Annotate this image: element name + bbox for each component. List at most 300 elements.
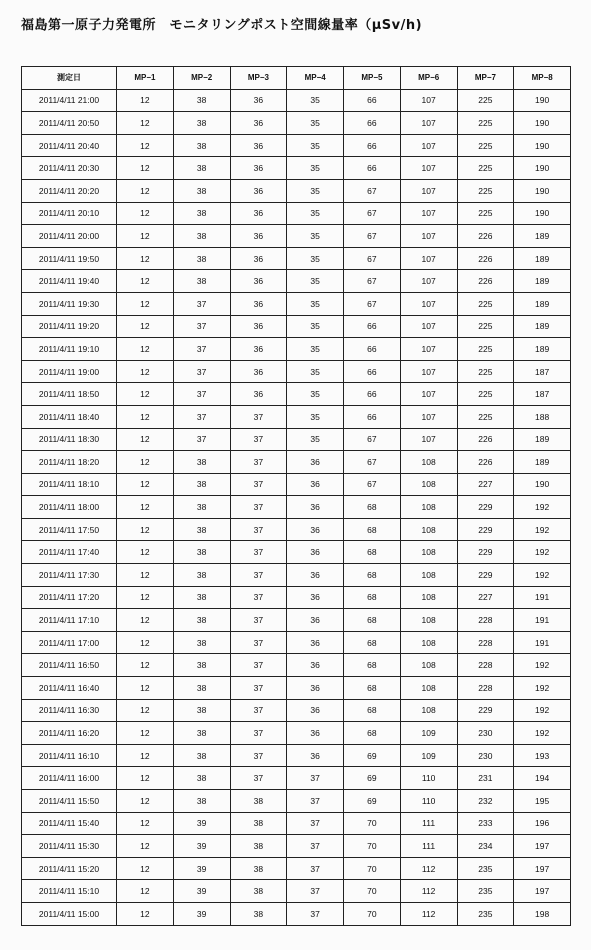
cell-dose-rate: 225	[457, 405, 514, 428]
cell-dose-rate: 225	[457, 157, 514, 180]
cell-dose-rate: 12	[117, 496, 174, 519]
monitoring-table	[21, 66, 571, 926]
cell-datetime: 2011/4/11 19:00	[22, 360, 117, 383]
cell-dose-rate: 226	[457, 428, 514, 451]
cell-dose-rate: 37	[287, 880, 344, 903]
cell-datetime: 2011/4/11 16:00	[22, 767, 117, 790]
cell-dose-rate: 38	[173, 518, 230, 541]
cell-dose-rate: 38	[230, 857, 287, 880]
table-row	[22, 247, 571, 270]
table-row	[22, 790, 571, 813]
cell-dose-rate: 38	[173, 496, 230, 519]
cell-dose-rate: 235	[457, 857, 514, 880]
cell-dose-rate: 39	[173, 857, 230, 880]
cell-dose-rate: 107	[400, 202, 457, 225]
cell-dose-rate: 38	[230, 880, 287, 903]
cell-dose-rate: 67	[344, 473, 401, 496]
cell-dose-rate: 36	[230, 315, 287, 338]
cell-dose-rate: 228	[457, 654, 514, 677]
cell-dose-rate: 225	[457, 134, 514, 157]
cell-dose-rate: 37	[173, 360, 230, 383]
cell-dose-rate: 107	[400, 112, 457, 135]
cell-dose-rate: 229	[457, 699, 514, 722]
cell-datetime: 2011/4/11 15:00	[22, 902, 117, 925]
cell-dose-rate: 107	[400, 383, 457, 406]
table-row	[22, 292, 571, 315]
cell-dose-rate: 35	[287, 247, 344, 270]
cell-dose-rate: 35	[287, 383, 344, 406]
cell-dose-rate: 37	[230, 654, 287, 677]
cell-dose-rate: 38	[173, 564, 230, 587]
cell-dose-rate: 37	[230, 405, 287, 428]
cell-dose-rate: 12	[117, 857, 174, 880]
cell-dose-rate: 108	[400, 631, 457, 654]
table-body	[22, 89, 571, 925]
cell-dose-rate: 12	[117, 699, 174, 722]
cell-dose-rate: 108	[400, 564, 457, 587]
cell-dose-rate: 194	[514, 767, 571, 790]
cell-dose-rate: 38	[173, 225, 230, 248]
cell-dose-rate: 67	[344, 202, 401, 225]
cell-dose-rate: 68	[344, 677, 401, 700]
table-row	[22, 360, 571, 383]
cell-dose-rate: 38	[173, 473, 230, 496]
table-row	[22, 609, 571, 632]
cell-dose-rate: 12	[117, 722, 174, 745]
cell-dose-rate: 67	[344, 451, 401, 474]
cell-dose-rate: 196	[514, 812, 571, 835]
cell-dose-rate: 38	[173, 654, 230, 677]
cell-datetime: 2011/4/11 15:30	[22, 835, 117, 858]
cell-dose-rate: 197	[514, 835, 571, 858]
table-row	[22, 496, 571, 519]
cell-dose-rate: 36	[287, 631, 344, 654]
cell-dose-rate: 232	[457, 790, 514, 813]
table-row	[22, 631, 571, 654]
cell-datetime: 2011/4/11 18:20	[22, 451, 117, 474]
cell-dose-rate: 197	[514, 857, 571, 880]
cell-dose-rate: 35	[287, 225, 344, 248]
column-header-mp: MP−6	[400, 67, 457, 90]
cell-datetime: 2011/4/11 16:40	[22, 677, 117, 700]
cell-dose-rate: 37	[230, 451, 287, 474]
cell-datetime: 2011/4/11 17:20	[22, 586, 117, 609]
cell-datetime: 2011/4/11 16:50	[22, 654, 117, 677]
cell-dose-rate: 38	[173, 767, 230, 790]
cell-dose-rate: 12	[117, 292, 174, 315]
cell-dose-rate: 37	[287, 902, 344, 925]
table-row	[22, 405, 571, 428]
cell-dose-rate: 12	[117, 767, 174, 790]
cell-dose-rate: 108	[400, 699, 457, 722]
cell-dose-rate: 111	[400, 835, 457, 858]
cell-dose-rate: 230	[457, 722, 514, 745]
cell-dose-rate: 12	[117, 179, 174, 202]
cell-dose-rate: 36	[230, 270, 287, 293]
cell-dose-rate: 69	[344, 767, 401, 790]
cell-dose-rate: 108	[400, 451, 457, 474]
cell-dose-rate: 234	[457, 835, 514, 858]
cell-dose-rate: 12	[117, 586, 174, 609]
cell-dose-rate: 37	[287, 857, 344, 880]
cell-dose-rate: 38	[230, 790, 287, 813]
cell-dose-rate: 36	[230, 292, 287, 315]
cell-dose-rate: 35	[287, 360, 344, 383]
cell-dose-rate: 37	[230, 722, 287, 745]
cell-dose-rate: 35	[287, 134, 344, 157]
cell-dose-rate: 36	[287, 722, 344, 745]
cell-datetime: 2011/4/11 18:00	[22, 496, 117, 519]
cell-dose-rate: 38	[230, 902, 287, 925]
cell-dose-rate: 191	[514, 631, 571, 654]
cell-dose-rate: 191	[514, 609, 571, 632]
cell-dose-rate: 37	[230, 496, 287, 519]
cell-dose-rate: 190	[514, 134, 571, 157]
cell-dose-rate: 231	[457, 767, 514, 790]
cell-dose-rate: 36	[230, 89, 287, 112]
cell-dose-rate: 35	[287, 89, 344, 112]
cell-dose-rate: 225	[457, 338, 514, 361]
cell-dose-rate: 67	[344, 179, 401, 202]
cell-dose-rate: 37	[230, 586, 287, 609]
cell-datetime: 2011/4/11 15:10	[22, 880, 117, 903]
cell-dose-rate: 190	[514, 89, 571, 112]
table-row	[22, 518, 571, 541]
cell-dose-rate: 39	[173, 880, 230, 903]
column-header-mp: MP−8	[514, 67, 571, 90]
cell-dose-rate: 107	[400, 247, 457, 270]
cell-dose-rate: 37	[230, 518, 287, 541]
cell-dose-rate: 68	[344, 609, 401, 632]
cell-dose-rate: 12	[117, 677, 174, 700]
cell-dose-rate: 107	[400, 315, 457, 338]
cell-dose-rate: 35	[287, 315, 344, 338]
cell-datetime: 2011/4/11 20:20	[22, 179, 117, 202]
cell-dose-rate: 35	[287, 179, 344, 202]
cell-dose-rate: 225	[457, 112, 514, 135]
table-row	[22, 699, 571, 722]
table-row	[22, 179, 571, 202]
table-row	[22, 857, 571, 880]
cell-dose-rate: 107	[400, 89, 457, 112]
cell-dose-rate: 37	[230, 564, 287, 587]
table-row	[22, 428, 571, 451]
cell-dose-rate: 36	[230, 383, 287, 406]
table-row	[22, 586, 571, 609]
cell-dose-rate: 108	[400, 473, 457, 496]
cell-dose-rate: 37	[287, 767, 344, 790]
cell-dose-rate: 12	[117, 744, 174, 767]
cell-dose-rate: 39	[173, 835, 230, 858]
cell-datetime: 2011/4/11 16:20	[22, 722, 117, 745]
cell-dose-rate: 189	[514, 225, 571, 248]
cell-dose-rate: 37	[287, 835, 344, 858]
cell-datetime: 2011/4/11 20:30	[22, 157, 117, 180]
cell-dose-rate: 37	[230, 744, 287, 767]
cell-dose-rate: 36	[287, 654, 344, 677]
cell-dose-rate: 37	[173, 383, 230, 406]
cell-dose-rate: 225	[457, 315, 514, 338]
cell-dose-rate: 36	[287, 744, 344, 767]
cell-dose-rate: 109	[400, 744, 457, 767]
cell-datetime: 2011/4/11 19:20	[22, 315, 117, 338]
cell-dose-rate: 192	[514, 564, 571, 587]
cell-dose-rate: 12	[117, 315, 174, 338]
cell-dose-rate: 189	[514, 451, 571, 474]
cell-datetime: 2011/4/11 15:40	[22, 812, 117, 835]
cell-datetime: 2011/4/11 17:10	[22, 609, 117, 632]
table-row	[22, 225, 571, 248]
cell-dose-rate: 225	[457, 292, 514, 315]
cell-dose-rate: 36	[230, 157, 287, 180]
cell-datetime: 2011/4/11 19:10	[22, 338, 117, 361]
cell-dose-rate: 190	[514, 112, 571, 135]
cell-dose-rate: 12	[117, 247, 174, 270]
cell-datetime: 2011/4/11 17:00	[22, 631, 117, 654]
cell-dose-rate: 68	[344, 586, 401, 609]
cell-dose-rate: 68	[344, 654, 401, 677]
cell-dose-rate: 225	[457, 179, 514, 202]
cell-dose-rate: 108	[400, 541, 457, 564]
cell-dose-rate: 38	[173, 677, 230, 700]
cell-dose-rate: 37	[173, 338, 230, 361]
table-row	[22, 902, 571, 925]
cell-dose-rate: 188	[514, 405, 571, 428]
cell-dose-rate: 38	[173, 247, 230, 270]
cell-dose-rate: 67	[344, 225, 401, 248]
cell-dose-rate: 36	[230, 179, 287, 202]
cell-dose-rate: 108	[400, 586, 457, 609]
cell-dose-rate: 36	[230, 134, 287, 157]
cell-dose-rate: 38	[173, 699, 230, 722]
cell-dose-rate: 38	[173, 134, 230, 157]
cell-datetime: 2011/4/11 16:30	[22, 699, 117, 722]
cell-dose-rate: 197	[514, 880, 571, 903]
cell-dose-rate: 187	[514, 360, 571, 383]
cell-dose-rate: 37	[173, 292, 230, 315]
cell-dose-rate: 193	[514, 744, 571, 767]
cell-dose-rate: 35	[287, 292, 344, 315]
cell-dose-rate: 229	[457, 541, 514, 564]
cell-datetime: 2011/4/11 18:10	[22, 473, 117, 496]
cell-dose-rate: 229	[457, 564, 514, 587]
cell-dose-rate: 35	[287, 338, 344, 361]
cell-datetime: 2011/4/11 20:10	[22, 202, 117, 225]
cell-dose-rate: 12	[117, 631, 174, 654]
cell-dose-rate: 70	[344, 812, 401, 835]
cell-dose-rate: 66	[344, 134, 401, 157]
cell-dose-rate: 36	[287, 496, 344, 519]
cell-dose-rate: 38	[173, 270, 230, 293]
cell-dose-rate: 192	[514, 518, 571, 541]
cell-dose-rate: 12	[117, 835, 174, 858]
cell-dose-rate: 12	[117, 790, 174, 813]
table-row	[22, 654, 571, 677]
cell-dose-rate: 195	[514, 790, 571, 813]
cell-dose-rate: 38	[173, 609, 230, 632]
cell-dose-rate: 189	[514, 338, 571, 361]
cell-datetime: 2011/4/11 20:40	[22, 134, 117, 157]
cell-dose-rate: 225	[457, 383, 514, 406]
cell-datetime: 2011/4/11 19:40	[22, 270, 117, 293]
table-row	[22, 134, 571, 157]
cell-dose-rate: 37	[230, 541, 287, 564]
cell-dose-rate: 38	[173, 89, 230, 112]
cell-dose-rate: 191	[514, 586, 571, 609]
cell-dose-rate: 235	[457, 880, 514, 903]
cell-dose-rate: 12	[117, 112, 174, 135]
cell-dose-rate: 38	[173, 631, 230, 654]
cell-dose-rate: 38	[230, 812, 287, 835]
cell-dose-rate: 69	[344, 744, 401, 767]
table-row	[22, 202, 571, 225]
cell-dose-rate: 12	[117, 654, 174, 677]
cell-dose-rate: 107	[400, 134, 457, 157]
cell-dose-rate: 36	[230, 247, 287, 270]
table-row	[22, 157, 571, 180]
cell-dose-rate: 36	[287, 518, 344, 541]
cell-dose-rate: 107	[400, 225, 457, 248]
cell-dose-rate: 12	[117, 564, 174, 587]
cell-dose-rate: 228	[457, 677, 514, 700]
cell-dose-rate: 192	[514, 677, 571, 700]
page-title: 福島第一原子力発電所 モニタリングポスト空間線量率（μSv/h)	[21, 18, 423, 33]
cell-dose-rate: 37	[230, 428, 287, 451]
cell-dose-rate: 36	[287, 541, 344, 564]
cell-dose-rate: 37	[230, 699, 287, 722]
cell-dose-rate: 108	[400, 609, 457, 632]
table-row	[22, 744, 571, 767]
table-row	[22, 880, 571, 903]
cell-datetime: 2011/4/11 15:50	[22, 790, 117, 813]
table-row	[22, 270, 571, 293]
table-row	[22, 383, 571, 406]
table-row	[22, 541, 571, 564]
cell-dose-rate: 36	[287, 451, 344, 474]
cell-dose-rate: 68	[344, 518, 401, 541]
cell-dose-rate: 36	[287, 473, 344, 496]
cell-dose-rate: 70	[344, 857, 401, 880]
cell-dose-rate: 38	[173, 586, 230, 609]
table-row	[22, 89, 571, 112]
cell-dose-rate: 227	[457, 586, 514, 609]
cell-dose-rate: 12	[117, 428, 174, 451]
cell-dose-rate: 38	[173, 112, 230, 135]
cell-dose-rate: 110	[400, 790, 457, 813]
cell-dose-rate: 39	[173, 812, 230, 835]
cell-dose-rate: 38	[173, 157, 230, 180]
cell-dose-rate: 68	[344, 699, 401, 722]
cell-dose-rate: 38	[173, 179, 230, 202]
cell-dose-rate: 229	[457, 496, 514, 519]
cell-dose-rate: 12	[117, 360, 174, 383]
cell-dose-rate: 107	[400, 405, 457, 428]
cell-dose-rate: 66	[344, 338, 401, 361]
cell-dose-rate: 66	[344, 360, 401, 383]
column-header-mp: MP−3	[230, 67, 287, 90]
table-row	[22, 677, 571, 700]
cell-datetime: 2011/4/11 19:30	[22, 292, 117, 315]
cell-dose-rate: 35	[287, 202, 344, 225]
cell-dose-rate: 35	[287, 428, 344, 451]
cell-dose-rate: 67	[344, 270, 401, 293]
cell-dose-rate: 12	[117, 518, 174, 541]
cell-dose-rate: 67	[344, 247, 401, 270]
cell-datetime: 2011/4/11 18:50	[22, 383, 117, 406]
cell-dose-rate: 192	[514, 654, 571, 677]
table-row	[22, 338, 571, 361]
cell-dose-rate: 12	[117, 202, 174, 225]
cell-dose-rate: 35	[287, 112, 344, 135]
cell-dose-rate: 189	[514, 428, 571, 451]
cell-dose-rate: 111	[400, 812, 457, 835]
cell-dose-rate: 226	[457, 270, 514, 293]
cell-dose-rate: 66	[344, 383, 401, 406]
cell-dose-rate: 225	[457, 360, 514, 383]
cell-dose-rate: 12	[117, 405, 174, 428]
cell-dose-rate: 107	[400, 179, 457, 202]
cell-dose-rate: 38	[173, 202, 230, 225]
cell-dose-rate: 36	[230, 225, 287, 248]
cell-dose-rate: 36	[287, 586, 344, 609]
cell-datetime: 2011/4/11 20:00	[22, 225, 117, 248]
cell-dose-rate: 192	[514, 722, 571, 745]
cell-dose-rate: 67	[344, 292, 401, 315]
column-header-mp: MP−5	[344, 67, 401, 90]
cell-dose-rate: 228	[457, 609, 514, 632]
cell-datetime: 2011/4/11 18:30	[22, 428, 117, 451]
cell-datetime: 2011/4/11 17:40	[22, 541, 117, 564]
cell-dose-rate: 190	[514, 157, 571, 180]
table-row	[22, 767, 571, 790]
cell-dose-rate: 12	[117, 383, 174, 406]
cell-dose-rate: 192	[514, 496, 571, 519]
cell-dose-rate: 35	[287, 405, 344, 428]
cell-dose-rate: 12	[117, 451, 174, 474]
cell-datetime: 2011/4/11 19:50	[22, 247, 117, 270]
cell-dose-rate: 38	[173, 451, 230, 474]
cell-dose-rate: 108	[400, 677, 457, 700]
table-row	[22, 315, 571, 338]
cell-dose-rate: 12	[117, 609, 174, 632]
cell-dose-rate: 35	[287, 270, 344, 293]
cell-dose-rate: 36	[287, 677, 344, 700]
cell-dose-rate: 38	[173, 790, 230, 813]
cell-dose-rate: 187	[514, 383, 571, 406]
cell-dose-rate: 37	[230, 677, 287, 700]
cell-dose-rate: 235	[457, 902, 514, 925]
cell-dose-rate: 198	[514, 902, 571, 925]
cell-dose-rate: 36	[230, 360, 287, 383]
cell-dose-rate: 229	[457, 518, 514, 541]
cell-dose-rate: 12	[117, 270, 174, 293]
table-header-row	[22, 67, 571, 90]
cell-dose-rate: 107	[400, 360, 457, 383]
cell-dose-rate: 70	[344, 902, 401, 925]
cell-dose-rate: 66	[344, 112, 401, 135]
table-row	[22, 564, 571, 587]
cell-dose-rate: 68	[344, 496, 401, 519]
cell-dose-rate: 108	[400, 496, 457, 519]
column-header-mp: MP−4	[287, 67, 344, 90]
cell-dose-rate: 189	[514, 270, 571, 293]
cell-dose-rate: 37	[230, 631, 287, 654]
cell-dose-rate: 38	[173, 744, 230, 767]
cell-dose-rate: 35	[287, 157, 344, 180]
cell-dose-rate: 36	[287, 699, 344, 722]
cell-dose-rate: 12	[117, 89, 174, 112]
cell-dose-rate: 227	[457, 473, 514, 496]
